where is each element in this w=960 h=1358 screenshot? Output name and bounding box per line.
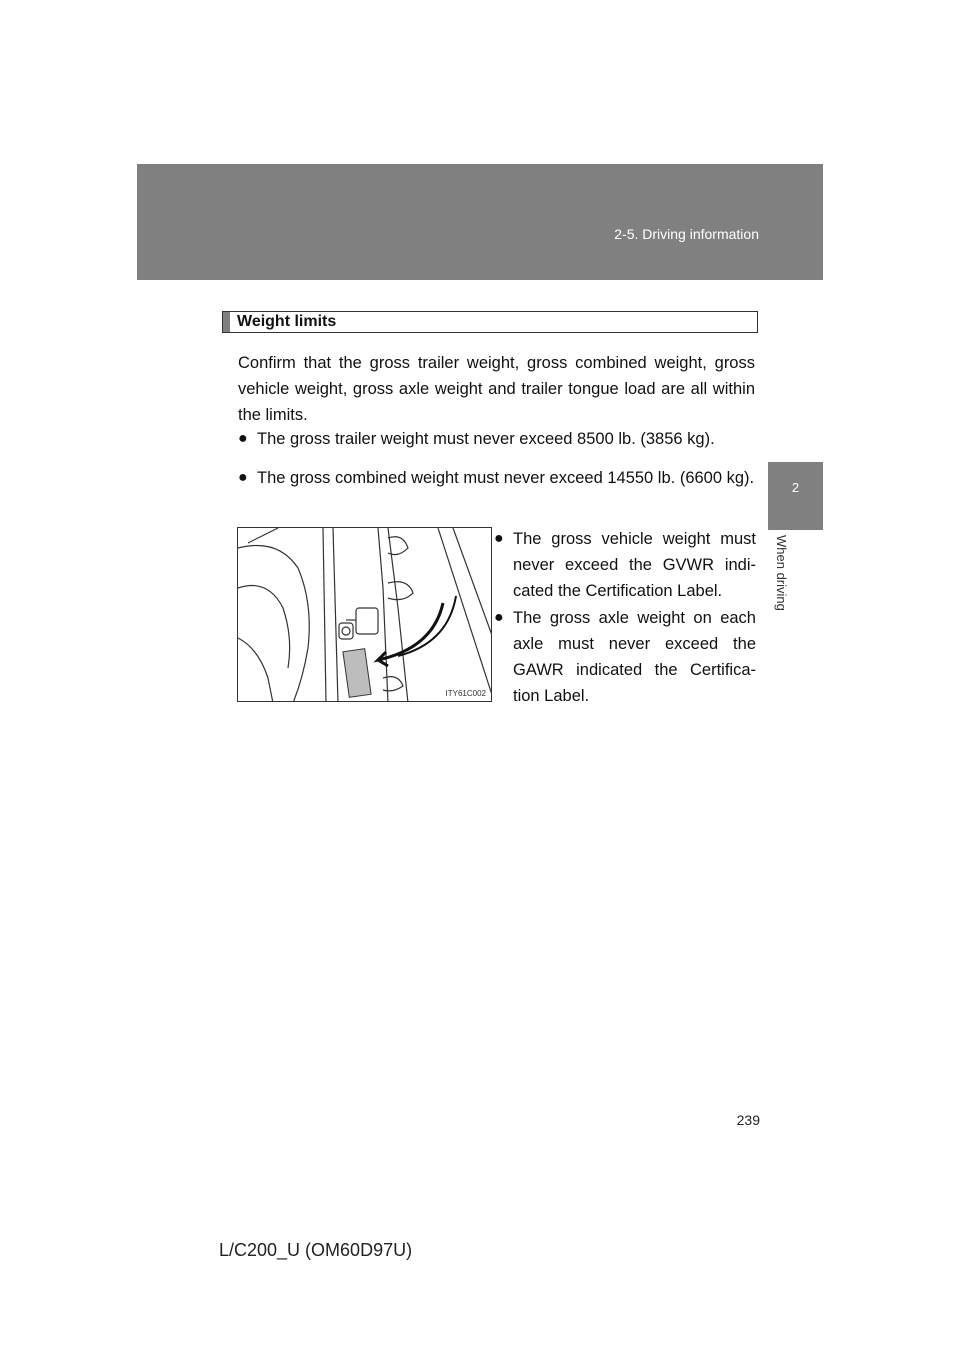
bullet-item [238,426,755,452]
certification-label-shape [343,649,371,698]
bullet-text: The gross vehicle weight must never exceed the GVWR indi-cated the Certification Label. [513,530,756,600]
bullet-dot-icon: ● [494,530,504,547]
bullet-item [494,605,756,709]
certification-label-illustration [237,527,492,702]
bullet-item [238,465,755,491]
section-heading [222,311,758,333]
bullet-text: The gross combined weight must never exceed 14550 lb. (6600 kg). [257,469,755,487]
bullet-dot-icon: ● [238,430,248,447]
figure-code: ITY61C002 [445,689,486,698]
bullet-item [494,526,756,604]
chapter-label: When driving [774,535,789,611]
page-number: 239 [736,1112,760,1128]
bullet-dot-icon: ● [238,469,248,486]
bullet-text: The gross trailer weight must never exceed 8500 lb. (3856 kg). [257,430,715,448]
bullet-text: The gross axle weight on each axle must never exceed the GAWR indicated the Certifica-tion Label. [513,609,756,705]
chapter-number: 2 [791,480,800,495]
arrow-icon [378,603,443,666]
header-band [137,164,823,280]
heading-accent-bar [223,312,230,332]
door-pillar-drawing [238,528,492,702]
bullet-dot-icon: ● [494,609,504,626]
section-heading-text: Weight limits [237,313,337,330]
section-breadcrumb: 2-5. Driving information [614,226,759,242]
chapter-tab[interactable] [768,462,823,530]
footer-document-code: L/C200_U (OM60D97U) [219,1240,413,1260]
intro-paragraph: Confirm that the gross trailer weight, gross combined weight, gross vehicle weight, gross axle weight and trailer tongue load are all within the limits. [238,354,755,424]
